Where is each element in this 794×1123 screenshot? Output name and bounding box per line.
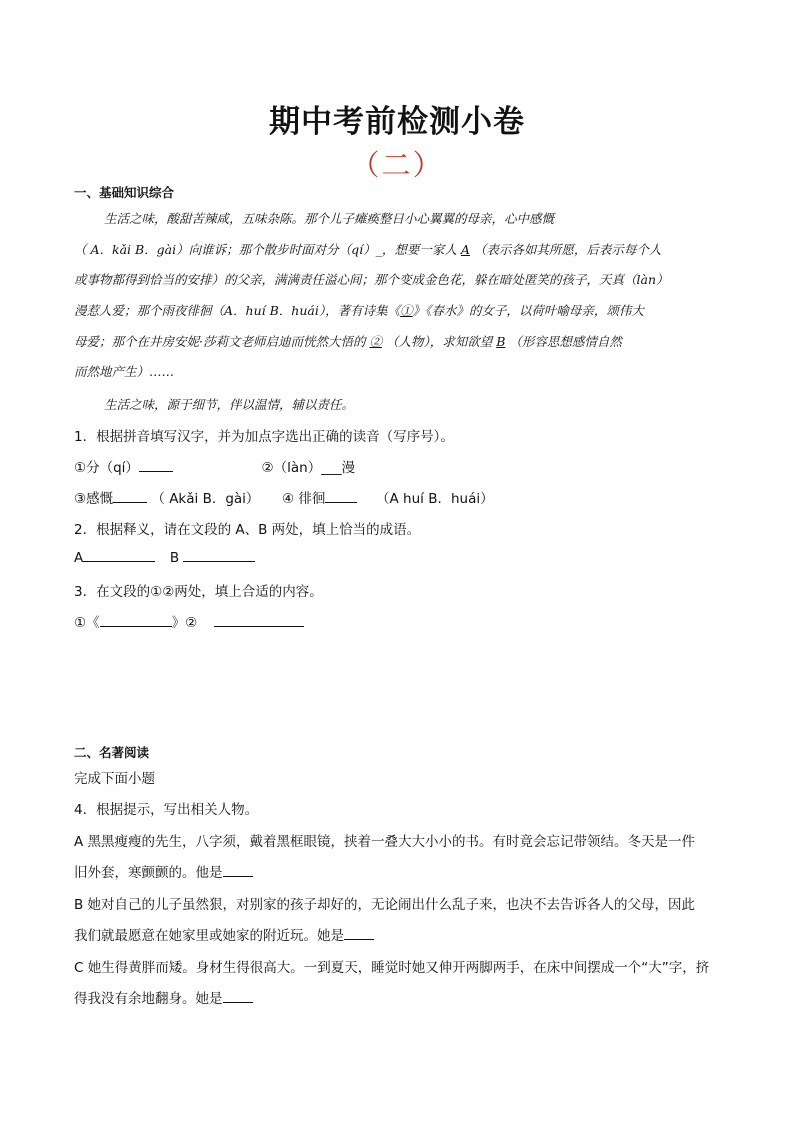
answer-blank[interactable] <box>325 490 357 503</box>
passage-line: （ A．kǎi B．gài）向谁诉；那个散步时面对分（qí）_，想要一家人 A （表示各如其所愿，后表示每个人 <box>74 242 662 257</box>
question-2: 2．根据释义，请在文段的 A、B 两处，填上恰当的成语。 <box>74 522 421 538</box>
passage-line: 生活之味，酸甜苦辣咸，五味杂陈。那个儿子瘫痪整日小心翼翼的母亲，心中感慨 <box>104 211 555 226</box>
q4-c-line: C 她生得黄胖而矮。身材生得很高大。一到夏天，睡觉时她又伸开两脚两手，在床中间摆成一个“大”字，挤 <box>74 960 710 976</box>
q4-c-line: 得我没有余地翻身。她是 <box>74 987 253 1007</box>
q4-b-line: 我们就最愿意在她家里或她家的附近玩。她是 <box>74 924 374 944</box>
q4-b-line: B 她对自己的儿子虽然狠，对别家的孩子却好的，无论闹出什么乱子来，也决不去告诉各人的父母，因此 <box>74 897 696 913</box>
answer-blank[interactable] <box>344 927 374 940</box>
section-intro: 完成下面小题 <box>74 771 155 787</box>
mark-circle-1: ① <box>400 303 413 318</box>
answer-blank[interactable] <box>223 990 253 1003</box>
page-title: 期中考前检测小卷 <box>269 104 525 140</box>
passage-line: 生活之味，源于细节，伴以温情，辅以责任。 <box>104 397 355 412</box>
q4-a-line: A 黑黑瘦瘦的先生，八字须，戴着黑框眼镜，挟着一叠大大小小的书。有时竟会忘记带领结。冬天是一件 <box>74 834 696 850</box>
answer-blank[interactable] <box>100 614 172 627</box>
mark-b: B <box>496 334 506 349</box>
passage-line: 母爱；那个在井房安妮·莎莉文老师启迪而恍然大悟的 ② （人物），求知欲望 B （形容思想感情自然 <box>74 334 622 349</box>
q3-answers: ①《 》② <box>74 611 304 631</box>
answer-blank[interactable] <box>223 864 253 877</box>
q2-answers: A B <box>74 549 255 566</box>
section-heading-classics: 二、名著阅读 <box>74 745 150 760</box>
passage-line: 漫惹人爱；那个雨夜徘徊（A．huí B．huái），著有诗集《①》《春水》的女子，以荷叶喻母亲，颂伟大 <box>74 303 644 318</box>
page-subtitle: （二） <box>350 148 444 182</box>
passage-line: 而然地产生）…… <box>74 364 175 379</box>
answer-blank[interactable] <box>183 549 255 562</box>
q1-items-row-1: ①分（qí） ②（làn）___漫 <box>74 460 355 476</box>
answer-blank[interactable] <box>83 549 155 562</box>
question-3: 3．在文段的①②两处，填上合适的内容。 <box>74 584 323 600</box>
answer-blank[interactable] <box>113 490 147 503</box>
mark-circle-2: ② <box>369 334 382 349</box>
answer-blank[interactable] <box>214 614 304 627</box>
answer-blank[interactable] <box>139 459 173 472</box>
q1-items-row-2: ③感慨 （ Akǎi B．gài） ④ 徘徊 （A huí B．huái） <box>74 491 494 507</box>
passage-line: 或事物都得到恰当的安排）的父亲，满满责任溢心间；那个变成金色花，躲在暗处匿笑的孩子，天真（làn） <box>74 272 669 287</box>
question-1: 1．根据拼音填写汉字，并为加点字选出正确的读音（写序号）。 <box>74 429 454 445</box>
mark-a: A <box>460 242 470 257</box>
section-heading-basic: 一、基础知识综合 <box>74 185 175 200</box>
q4-a-line: 旧外套，寒颤颤的。他是 <box>74 861 253 881</box>
question-4: 4．根据提示，写出相关人物。 <box>74 802 259 818</box>
